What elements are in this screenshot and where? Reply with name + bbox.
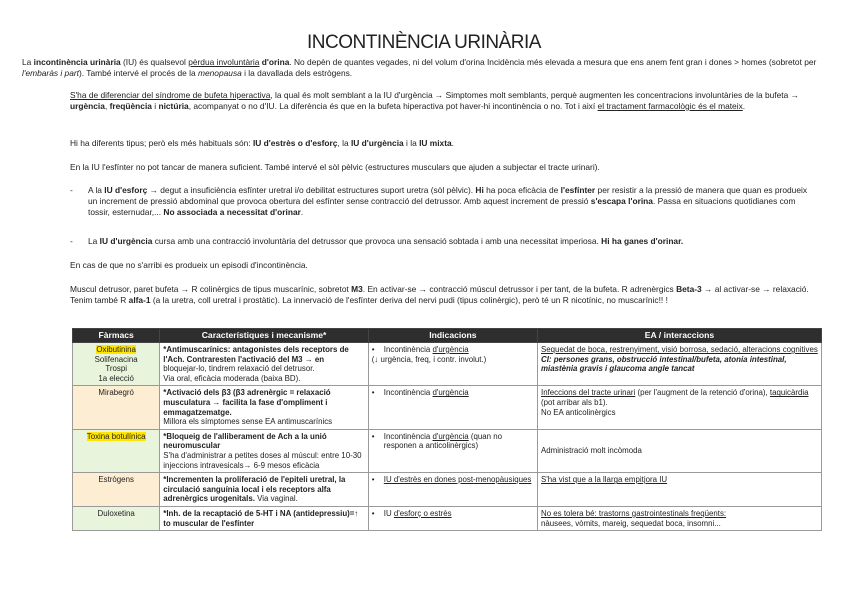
detrusor-text: . En activar-se → contracció múscul detrussor i per tant, de la bufeta. R adrenèrgics [362,284,677,294]
adverse-effects-text: taquicàrdia [769,388,809,398]
drug-cell [73,473,160,507]
mechanism-cell [160,429,369,472]
mechanism-cell [160,343,369,386]
adverse-effects-text: nàusees, vòmits, mareig, sequedat boca, insomni... [541,518,721,528]
indication-cell [368,386,537,429]
bladder-paragraph [70,90,820,112]
mechanism-cell [160,386,369,429]
bullet-text: . Passa en situacions quotidianes com tossir, esternudar,... [88,196,796,217]
indication-text: (↓ urgència, freq, i contr. involut.) [371,354,487,364]
bladder-term: nictúria [158,101,189,111]
adverse-effects-text: Administració molt incòmoda [541,446,642,456]
adverse-effects-cell [538,506,822,530]
drug-cell [73,343,160,386]
adverse-effects-cell [538,343,822,386]
intro-text: ). També intervé el procés de la [79,68,199,78]
intro-italic: menopausa [198,68,242,78]
intro-italic: l'embaràs i part [22,68,79,78]
table-header-row [73,329,822,343]
types-text: . [451,138,454,148]
drug-name: Estrògens [98,475,134,485]
header-adverse-effects: EA / interaccions [538,329,822,343]
bullet-term: l'esfínter [560,185,596,195]
indication-cell [368,506,537,530]
bladder-text: , acompanyat o no d'IU. La diferència és que en la bufeta hiperactiva pot haver-hi incontinència o no. Tot i així [188,101,598,111]
table-row [73,386,822,429]
adverse-effects-text: Infeccions del tracte urinari [541,388,636,398]
header-mechanism: Característiques i mecanisme* [160,329,369,343]
detrusor-term: M3 [351,284,363,294]
mechanism-text: Via vaginal. [254,494,298,504]
mechanism-text: *Activació dels β3 (β3 adrenèrgic = relaxació musculatura → facilita la fase d'ompliment i emmagatzematge. [163,388,331,417]
adverse-effects-cell [538,429,822,472]
intro-term: d'orina [259,57,290,67]
intro-paragraph [22,57,830,79]
bladder-term: urgència [70,101,105,111]
adverse-effects-cell [538,386,822,429]
indication-underlined: d'esforç o estrès [393,508,452,518]
adverse-effects-text: S'ha vist que a la llarga empitjora IU [541,475,668,485]
types-text: , la [337,138,351,148]
intro-underlined: pèrdua involuntària [188,57,260,67]
bullet-dot: • [371,345,375,354]
mechanism-text: *Incrementen la proliferació de l'epiteli uretral, la circulació sanguínia local i els receptors alfa adrenèrgics urogenitals. [163,475,346,504]
bladder-term: freqüència [109,101,152,111]
detrusor-term: Beta-3 [676,284,702,294]
table-row [73,429,822,472]
detrusor-paragraph [70,284,810,306]
detrusor-text: (a la uretra, coll uretral i prostàtic). La innervació de l'esfínter deriva del nervi pudi (tipus colinèrgic), però té un R nicotínic, no muscarínic!! ! [150,295,668,305]
bladder-text: , la qual és molt semblant a la IU d'urgència → Simptomes molt semblants, perquè augmenten les concentracions involuntàries de la bufeta → [270,90,799,100]
types-term: IU d'urgència [350,138,404,148]
drug-name: Toxina botulínica [86,431,146,441]
mechanism-text: bloquejar-lo, tindrem relaxació del detrusor. [163,364,315,374]
table-row [73,473,822,507]
adverse-effects-text: (per l'augment de la retenció d'orina), [635,388,770,398]
adverse-effects-text: Sequedat de boca, restrenyiment, visió borrosa, sedació, alteracions cognitives [541,345,818,354]
drugs-table [72,328,822,531]
bullet-text: La [88,236,100,246]
bladder-underlined: S'ha de diferenciar del síndrome de bufeta hiperactiva [70,90,271,100]
bullet-term: No associada a necessitat d'orinar [163,207,301,217]
indication-text: (quan no responen a anticolinèrgics) [383,431,503,451]
mechanism-cell [160,473,369,507]
indication-cell [368,343,537,386]
detrusor-term: alfa-1 [128,295,151,305]
drug-cell [73,506,160,530]
bullet-text: → degut a insuficiència esfínter uretral i/o debilitat estructures suport uretra (sòl pèlvic). [147,185,476,195]
intro-text: La [22,57,34,67]
episode-paragraph: En cas de que no s'arribi es produeix un episodi d'incontinència. [70,260,308,270]
indication-underlined: d'urgència [432,388,469,398]
mechanism-text: *Inh. de la recaptació de 5-HT i NA (antidepressiu)=↑ to muscular de l'esfínter [163,508,359,528]
bullet-stress [70,185,808,218]
bullet-term: Hi ha ganes d'orinar. [601,236,684,246]
types-paragraph [70,138,810,149]
sphincter-paragraph: En la IU l'esfínter no pot tancar de manera suficient. També intervé el sòl pèlvic (estructures musculars que ajuden a subjectar el tracte urinari). [70,162,600,172]
drug-name: Solifenacina [94,354,138,364]
bullet-dot: • [371,475,375,485]
bullet-dash: - [70,236,73,246]
bladder-text: i [151,101,159,111]
drug-name: Oxibutinina [96,345,136,354]
bullet-text: cursa amb una contracció involuntària del detrussor que provoca una sensació sobtada i amb una necessitat imperiosa. [152,236,602,246]
adverse-effects-cell [538,473,822,507]
types-term: IU mixta [419,138,452,148]
header-drugs: Fàrmacs [73,329,160,343]
drug-note: 1a elecció [98,373,134,383]
adverse-effects-text: (pot arribar als b1). [541,397,608,407]
bladder-text: , [104,101,110,111]
indication-text: Incontinència [383,431,433,441]
detrusor-text: Muscul detrusor, paret bufeta → R colinèrgics de tipus muscarínic, sobretot [70,284,352,294]
indication-text: IU [383,508,394,518]
mechanism-text: S'ha d'administrar a petites doses al múscul: entre 10-30 injeccions intravesicals→ 6-9 mesos eficàcia [163,450,362,470]
types-text: i la [403,138,420,148]
drug-name: Duloxetina [97,508,135,518]
bullet-term: s'escapa l'orina [590,196,653,206]
bullet-text: A la [88,185,105,195]
bladder-text: . [742,101,746,111]
header-indications: Indicacions [368,329,537,343]
mechanism-text: Via oral, eficàcia moderada (baixa BD). [163,373,301,383]
indication-text: Incontinència [383,345,433,354]
indication-underlined: d'urgència [432,345,469,354]
adverse-effects-text: No es tolera bé: trastorns gastrointestinals freqüents: [541,508,727,518]
bullet-term: IU d'urgència [99,236,153,246]
indication-cell [368,473,537,507]
bullet-urgency [70,236,828,247]
drug-cell [73,429,160,472]
mechanism-text: Millora els símptomes sense EA antimuscarínics [163,417,333,427]
bullet-dash: - [70,185,73,195]
drug-name: Trospi [105,364,127,374]
adverse-effects-text: No EA anticolinèrgics [541,407,616,417]
types-term: IU d'estrès o d'esforç [252,138,338,148]
table-row [73,343,822,386]
indication-text: Incontinència [383,388,433,398]
bullet-term: IU d'esforç [104,185,148,195]
drug-name: Mirabegró [98,388,134,398]
bullet-text: . [300,207,304,217]
intro-text: (IU) és qualsevol [120,57,189,67]
bullet-dot: • [371,388,375,398]
table-row [73,506,822,530]
bladder-underlined: el tractament farmacològic és el mateix [597,101,743,111]
drug-cell [73,386,160,429]
intro-text: i la davallada dels estrògens. [241,68,353,78]
bullet-text: ha poca eficàcia de [483,185,561,195]
detrusor-text: → al activar-se → relaxació. Tenim també R [70,284,809,305]
intro-text: . No depèn de quantes vegades, ni del volum d'orina Incidència més elevada a mesura que ens anem fent gran i dones > homes (sobretot per [289,57,817,67]
contraindications-text: CI: persones grans, obstrucció intestinal/bufeta, atonia intestinal, miastènia gravis i glaucoma angle tancat [541,354,787,374]
indication-underlined: IU d'estrès en dones post-menopàusiques [383,475,532,485]
mechanism-text: *Bloqueig de l'alliberament de Ach a la unió neuromuscular [163,431,327,451]
bullet-dot: • [371,508,375,518]
intro-term: incontinència urinària [33,57,121,67]
mechanism-text: *Antimuscarínics: antagonistes dels receptors de l'Ach. Contraresten l'activació del M3 → en [163,345,349,364]
bullet-term: Hi [475,185,484,195]
bullet-text: per resistir a la pressió de manera que quan es produeix un increment de pressió abdominal que provoca obertura del esfínter sense contracció del detrussor. Amb aquest increment de pressió [88,185,808,206]
indication-cell [368,429,537,472]
types-text: Hi ha diferents tipus; però els més habituals són: [70,138,253,148]
bullet-dot: • [371,431,375,441]
indication-underlined: d'urgència [432,431,469,441]
page-title: INCONTINÈNCIA URINÀRIA [307,32,541,53]
mechanism-cell [160,506,369,530]
